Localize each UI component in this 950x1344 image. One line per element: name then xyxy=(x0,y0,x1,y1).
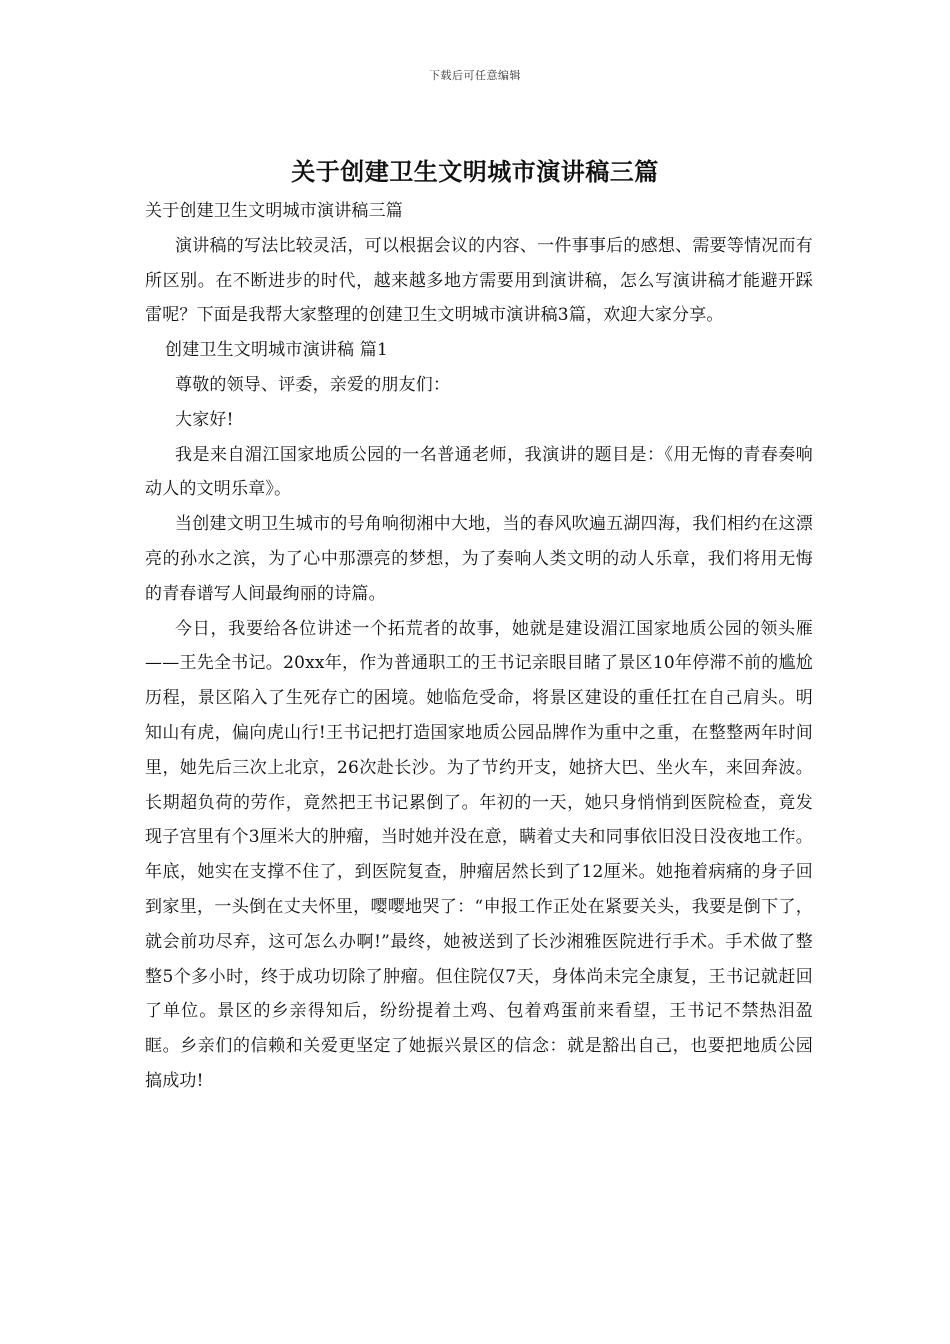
greeting-paragraph: 大家好! xyxy=(175,409,234,430)
body-paragraph: 当创建文明卫生城市的号角响彻湘中大地，当的春风吹遍五湖四海，我们相约在这漂亮的孙水之滨，为了心中那漂亮的梦想，为了奏响人类文明的动人乐章，我们将用无悔的青春谱写人间最绚丽的诗篇。 xyxy=(145,514,813,604)
document-title: 关于创建卫生文明城市演讲稿三篇 xyxy=(291,157,659,186)
subtitle-paragraph: 关于创建卫生文明城市演讲稿三篇 xyxy=(145,201,403,221)
document-body xyxy=(145,194,813,1099)
body-paragraph: 我是来自湄江国家地质公园的一名普通老师，我演讲的题目是：《用无悔的青春奏响动人的文明乐章》。 xyxy=(145,444,813,500)
intro-paragraph: 演讲稿的写法比较灵活，可以根据会议的内容、一件事事后的感想、需要等情况而有所区别。在不断进步的时代，越来越多地方需要用到演讲稿，怎么写演讲稿才能避开踩雷呢？下面是我帮大家整理的创建卫生文明城市演讲稿3篇，欢迎大家分享。 xyxy=(145,235,813,326)
salutation-paragraph: 尊敬的领导、评委，亲爱的朋友们： xyxy=(175,374,451,395)
header-note: 下载后可任意编辑 xyxy=(429,69,521,82)
section-heading: 创建卫生文明城市演讲稿 篇1 xyxy=(165,340,389,361)
body-paragraph: 今日，我要给各位讲述一个拓荒者的故事，她就是建设湄江国家地质公园的领头雁——王先全书记。20xx年，作为普通职工的王书记亲眼目睹了景区10年停滞不前的尴尬历程，景区陷入了生死存亡的困境。她临危受命，将景区建设的重任扛在自己肩头。明知山有虎，偏向虎山行!王书记把打造国家地质公园品牌作为重中之重，在整整两年时间里，她先后三次上北京，26次赴长沙。为了节约开支，她挤大巴、坐火车，来回奔波。长期超负荷的劳作，竟然把王书记累倒了。年初的一天，她只身悄悄到医院检查，竟发现子宫里有个3厘米大的肿瘤，当时她并没在意，瞒着丈夫和同事依旧没日没夜地工作。年底，她实在支撑不住了，到医院复查，肿瘤居然长到了12厘米。她拖着病痛的身子回到家里，一头倒在丈夫怀里，嘤嘤地哭了：“申报工作正处在紧要关头，我要是倒下了，就会前功尽弃，这可怎么办啊!”最终，她被送到了长沙湘雅医院进行手术。手术做了整整5个多小时，终于成功切除了肿瘤。但住院仅7天，身体尚未完全康复，王书记就赶回了单位。景区的乡亲得知后，纷纷提着土鸡、包着鸡蛋前来看望，王书记不禁热泪盈眶。乡亲们的信赖和关爱更坚定了她振兴景区的信念：就是豁出自己，也要把地质公园搞成功! xyxy=(145,618,813,1091)
